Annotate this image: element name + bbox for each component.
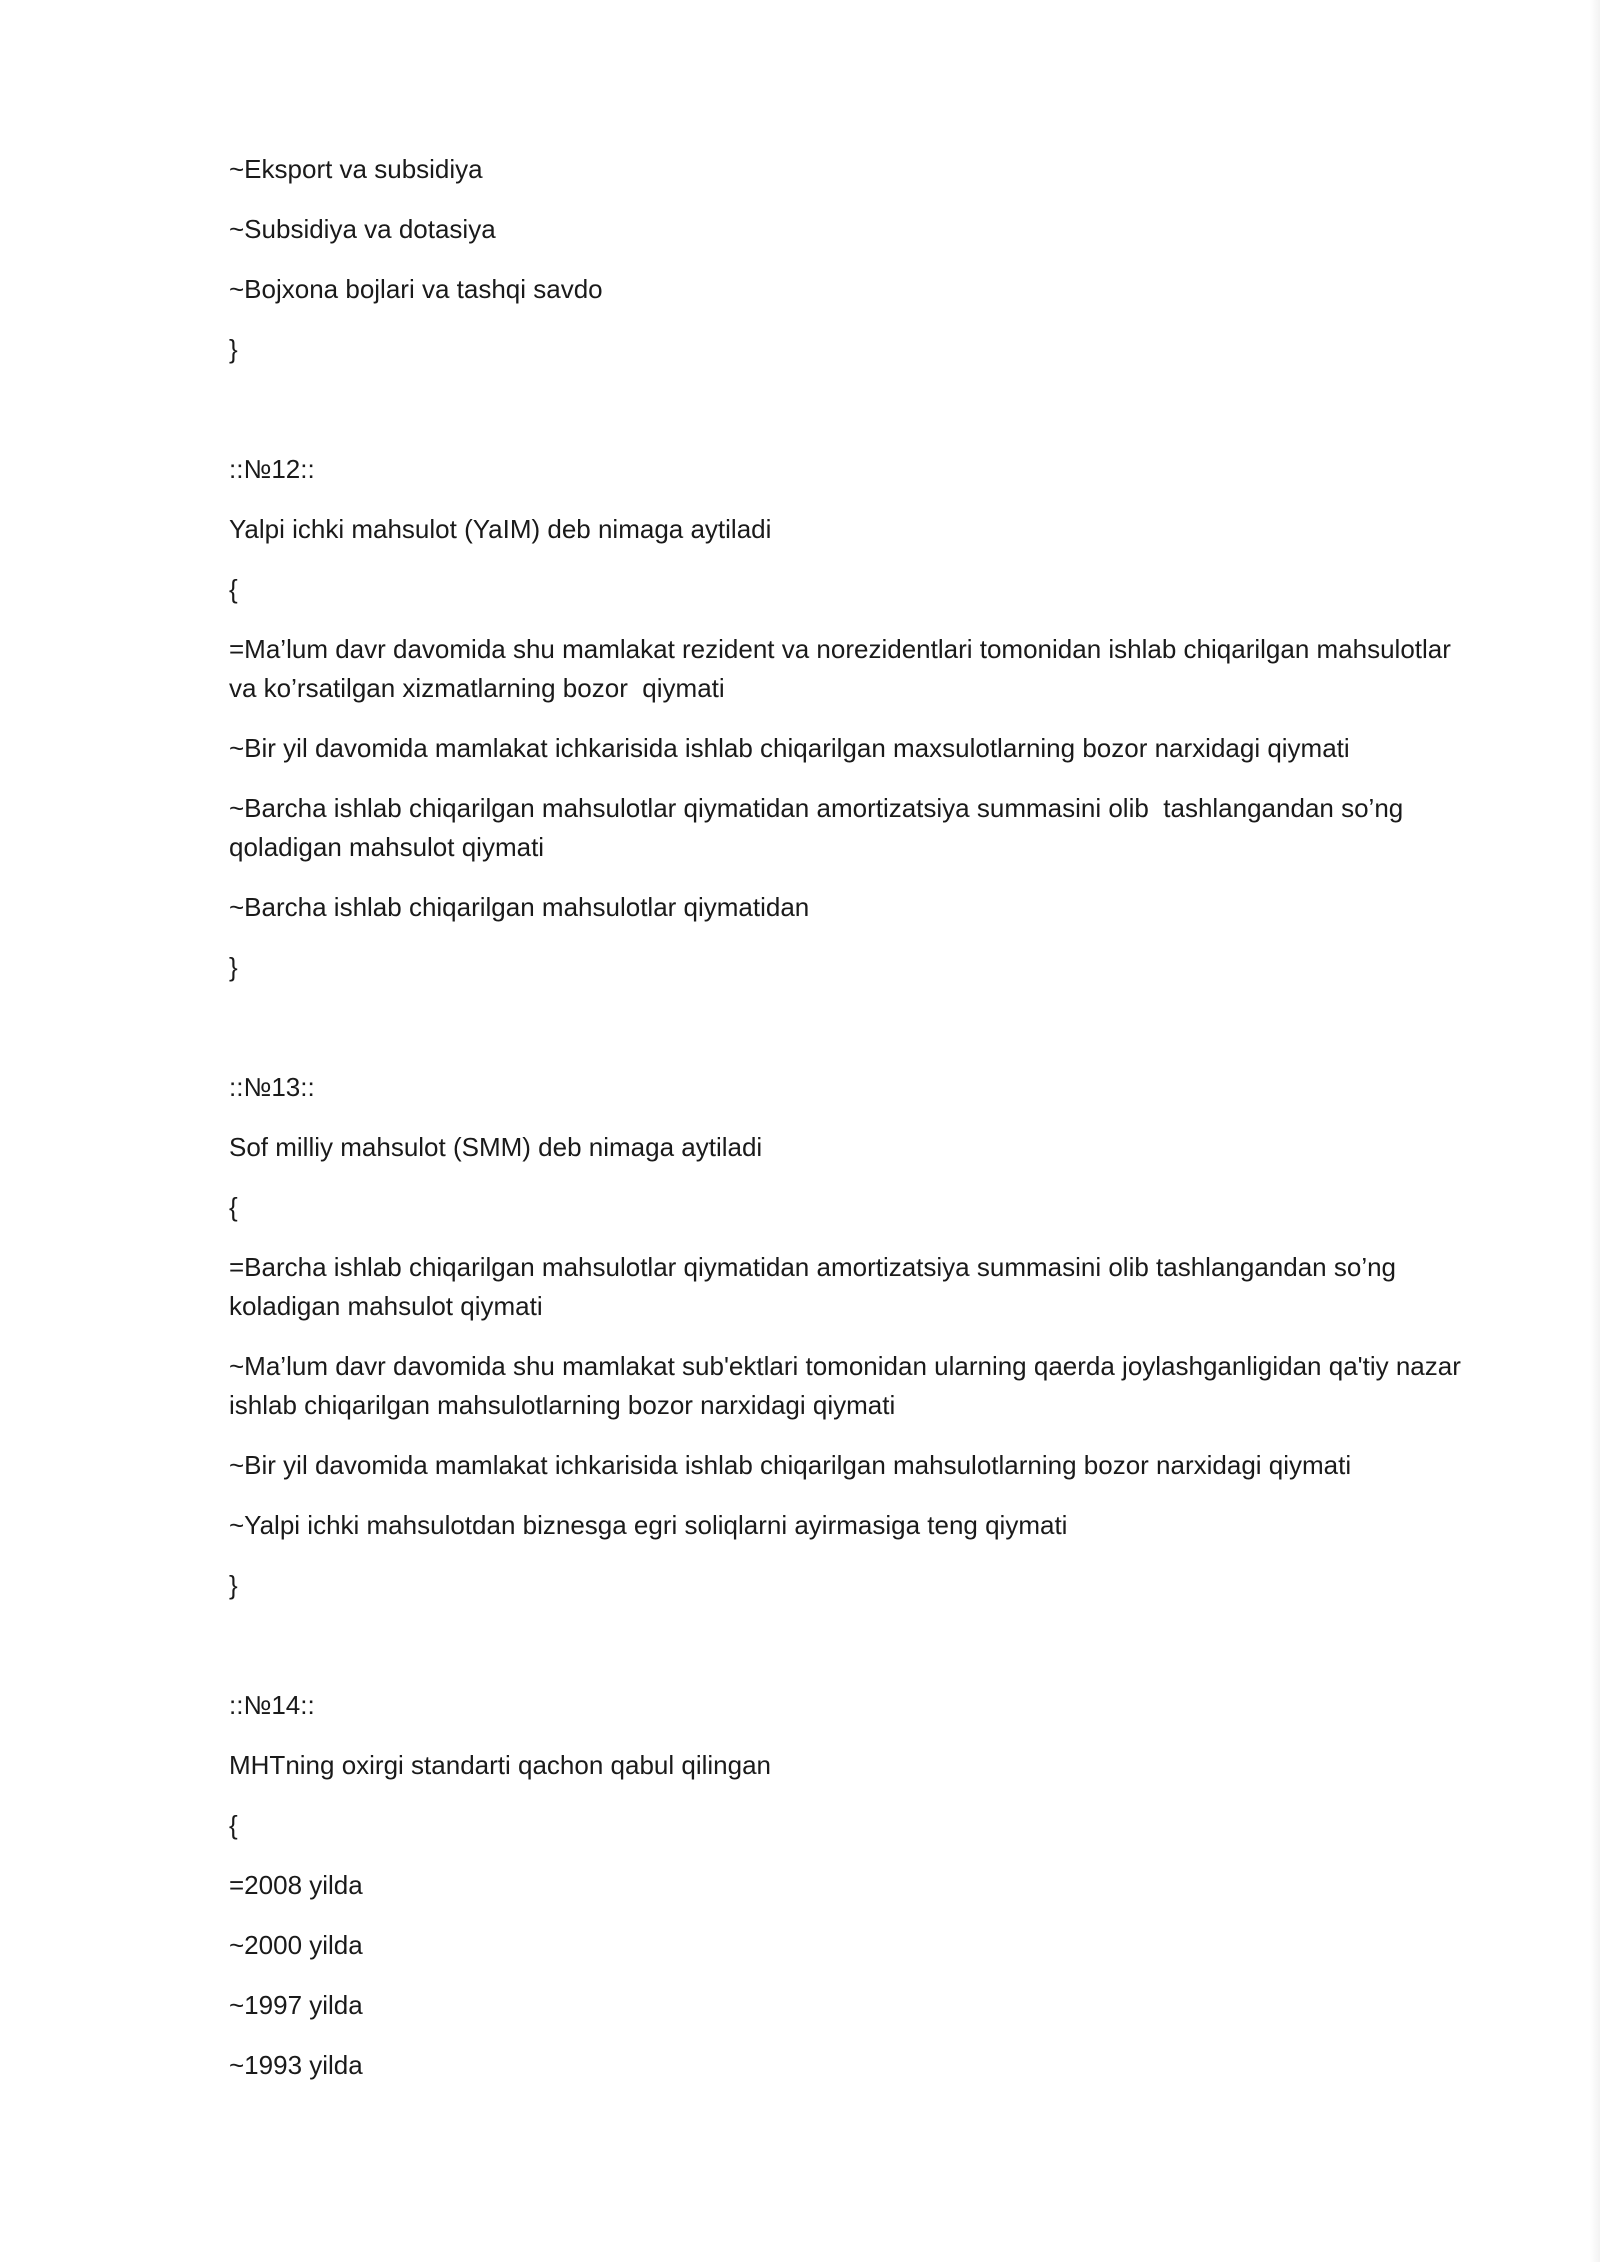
closing-brace: } [229,952,238,982]
question-text: Yalpi ichki mahsulot (YaIM) deb nimaga aytiladi [229,514,772,544]
answer-option: =2008 yilda [229,1870,363,1900]
question-text: MHTning oxirgi standarti qachon qabul qilingan [229,1750,771,1780]
answer-option: ~Bir yil davomida mamlakat ichkarisida ishlab chiqarilgan maxsulotlarning bozor narxidagi qiymati [229,733,1350,763]
answer-option: ~Eksport va subsidiya [229,154,483,184]
spacer [229,390,1469,450]
question-text: Sof milliy mahsulot (SMM) deb nimaga aytiladi [229,1132,763,1162]
question-id: ::№13:: [229,1072,315,1102]
opening-brace: { [229,574,238,604]
answer-option: ~Ma’lum davr davomida shu mamlakat sub'ektlari tomonidan ularning qaerda joylashganligidan qa'tiy nazar ishlab chiqarilgan mahsulotlarning bozor narxidagi qiymati [229,1351,1469,1420]
answer-option: ~2000 yilda [229,1930,363,1960]
answer-option: ~Barcha ishlab chiqarilgan mahsulotlar qiymatidan [229,892,810,922]
closing-brace: } [229,1570,238,1600]
question-id: ::№14:: [229,1690,315,1720]
answer-option: ~Barcha ishlab chiqarilgan mahsulotlar qiymatidan amortizatsiya summasini olib tashlangandan so’ng qoladigan mahsulot qiymati [229,793,1411,862]
page-edge-shadow [1590,0,1600,2262]
opening-brace: { [229,1810,238,1840]
answer-option: ~1993 yilda [229,2050,363,2080]
question-id: ::№12:: [229,454,315,484]
spacer [229,1626,1469,1686]
answer-option: ~Yalpi ichki mahsulotdan biznesga egri soliqlarni ayirmasiga teng qiymati [229,1510,1068,1540]
spacer [229,1008,1469,1068]
answer-option: ~Bojxona bojlari va tashqi savdo [229,274,603,304]
opening-brace: { [229,1192,238,1222]
answer-option: =Ma’lum davr davomida shu mamlakat rezident va norezidentlari tomonidan ishlab chiqarilgan mahsulotlar va ko’rsatilgan xizmatlarning bozor qiymati [229,634,1459,703]
answer-option: ~Bir yil davomida mamlakat ichkarisida ishlab chiqarilgan mahsulotlarning bozor narxidagi qiymati [229,1450,1352,1480]
closing-brace: } [229,334,238,364]
document-body [229,150,1469,2106]
answer-option: ~1997 yilda [229,1990,363,2020]
answer-option: =Barcha ishlab chiqarilgan mahsulotlar qiymatidan amortizatsiya summasini olib tashlangandan so’ng koladigan mahsulot qiymati [229,1252,1404,1321]
answer-option: ~Subsidiya va dotasiya [229,214,496,244]
